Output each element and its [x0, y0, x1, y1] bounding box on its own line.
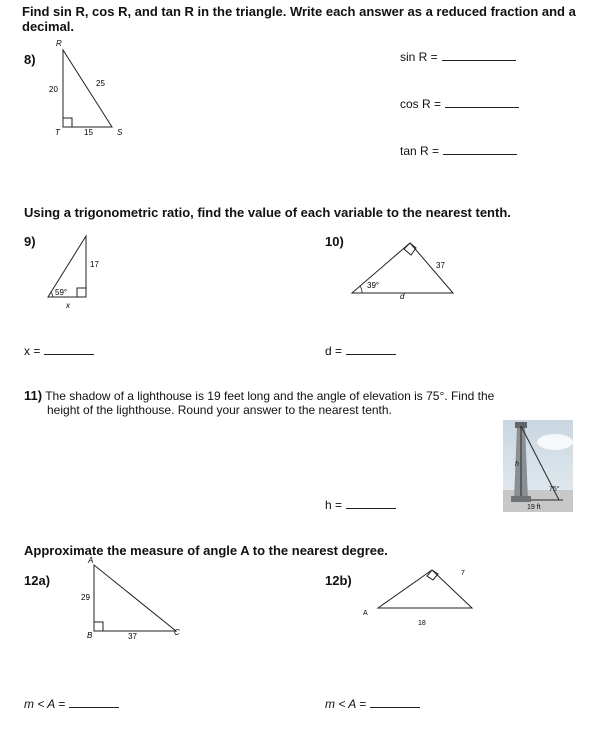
triangle-12b [378, 570, 472, 608]
side-25-label: 25 [96, 79, 105, 88]
h-answer-blank[interactable] [346, 497, 396, 509]
d-answer-blank[interactable] [346, 343, 396, 355]
angle-arc [51, 292, 53, 297]
problem-12a-triangle [78, 555, 188, 645]
vertex-b-label: B [87, 631, 93, 640]
vertex-c-label: C [174, 628, 180, 637]
m-a-label-12b: m < A = [325, 697, 367, 711]
problem-11-line-2: height of the lighthouse. Round your answer to the nearest tenth. [47, 403, 392, 417]
vertex-a-label: A [363, 610, 368, 617]
m-a-label-12a: m < A = [24, 697, 66, 711]
m-a-blank-12a[interactable] [69, 696, 119, 708]
side-17-label: 17 [90, 260, 99, 269]
right-angle-marker [404, 243, 416, 255]
x-answer-blank[interactable] [44, 343, 94, 355]
vertex-r-label: R [56, 39, 62, 48]
problem-12a-number: 12a) [24, 573, 51, 588]
m-a-blank-12b[interactable] [370, 696, 420, 708]
section-2-heading: Using a trigonometric ratio, find the value of each variable to the nearest tenth. [24, 205, 511, 220]
right-angle-marker [94, 622, 103, 631]
variable-x-label: x [66, 301, 70, 310]
cos-r-blank[interactable] [445, 96, 519, 108]
triangle-abc [94, 565, 176, 631]
lighthouse-picture [503, 420, 573, 512]
angle-arc [360, 286, 362, 293]
vertex-s-label: S [117, 128, 123, 137]
problem-11-number: 11) [24, 388, 43, 403]
d-answer [325, 343, 396, 358]
problem-8-triangle [40, 36, 135, 138]
right-angle-marker [77, 288, 86, 297]
side-15-label: 15 [84, 128, 93, 137]
sin-r-answer [400, 49, 516, 64]
right-angle-marker [63, 118, 72, 127]
vertex-t-label: T [55, 128, 60, 137]
sin-r-label: sin R = [400, 50, 438, 64]
side-37-label: 37 [436, 261, 445, 270]
instructions-line-1: Find sin R, cos R, and tan R in the triangle. Write each answer as a reduced fraction and a [22, 4, 576, 19]
variable-h-label: h [515, 461, 519, 468]
problem-10-triangle [348, 236, 458, 304]
problem-9-triangle [44, 230, 104, 312]
side-20-label: 20 [49, 85, 58, 94]
tan-r-blank[interactable] [443, 143, 517, 155]
angle-39-label: 39° [367, 281, 380, 290]
angle-59-label: 59° [55, 288, 68, 297]
tan-r-label: tan R = [400, 144, 440, 158]
section-3-heading: Approximate the measure of angle A to the nearest degree. [24, 543, 388, 558]
side-7-label: 7 [461, 570, 465, 577]
d-answer-label: d = [325, 344, 343, 358]
problem-11-line-1 [24, 388, 584, 403]
m-a-answer-12b [325, 696, 420, 711]
tan-r-answer [400, 143, 517, 158]
angle-75-label: 75° [549, 486, 560, 493]
problem-10-number: 10) [325, 234, 344, 249]
x-answer-label: x = [24, 344, 41, 358]
side-37-label: 37 [128, 632, 137, 641]
shadow-19ft-label: 19 ft [527, 504, 541, 511]
x-answer [24, 343, 94, 358]
sin-r-blank[interactable] [442, 49, 516, 61]
problem-8-number: 8) [24, 52, 36, 67]
m-a-answer-12a [24, 696, 119, 711]
instructions-line-2: decimal. [22, 19, 75, 34]
problem-11-text-1: The shadow of a lighthouse is 19 feet long and the angle of elevation is 75°. Find the [45, 389, 495, 403]
problem-12b-triangle [356, 560, 476, 630]
cos-r-label: cos R = [400, 97, 442, 111]
problem-12b-number: 12b) [325, 573, 352, 588]
right-angle-marker [427, 570, 438, 580]
vertex-a-label: A [88, 556, 94, 565]
h-answer-label: h = [325, 498, 343, 512]
cloud [537, 434, 573, 450]
variable-d-label: d [400, 292, 405, 301]
lighthouse-base [511, 496, 531, 502]
side-18-label: 18 [418, 620, 426, 627]
h-answer [325, 497, 396, 512]
side-29-label: 29 [81, 593, 90, 602]
problem-9-number: 9) [24, 234, 36, 249]
triangle-rst [63, 50, 112, 127]
cos-r-answer [400, 96, 519, 111]
